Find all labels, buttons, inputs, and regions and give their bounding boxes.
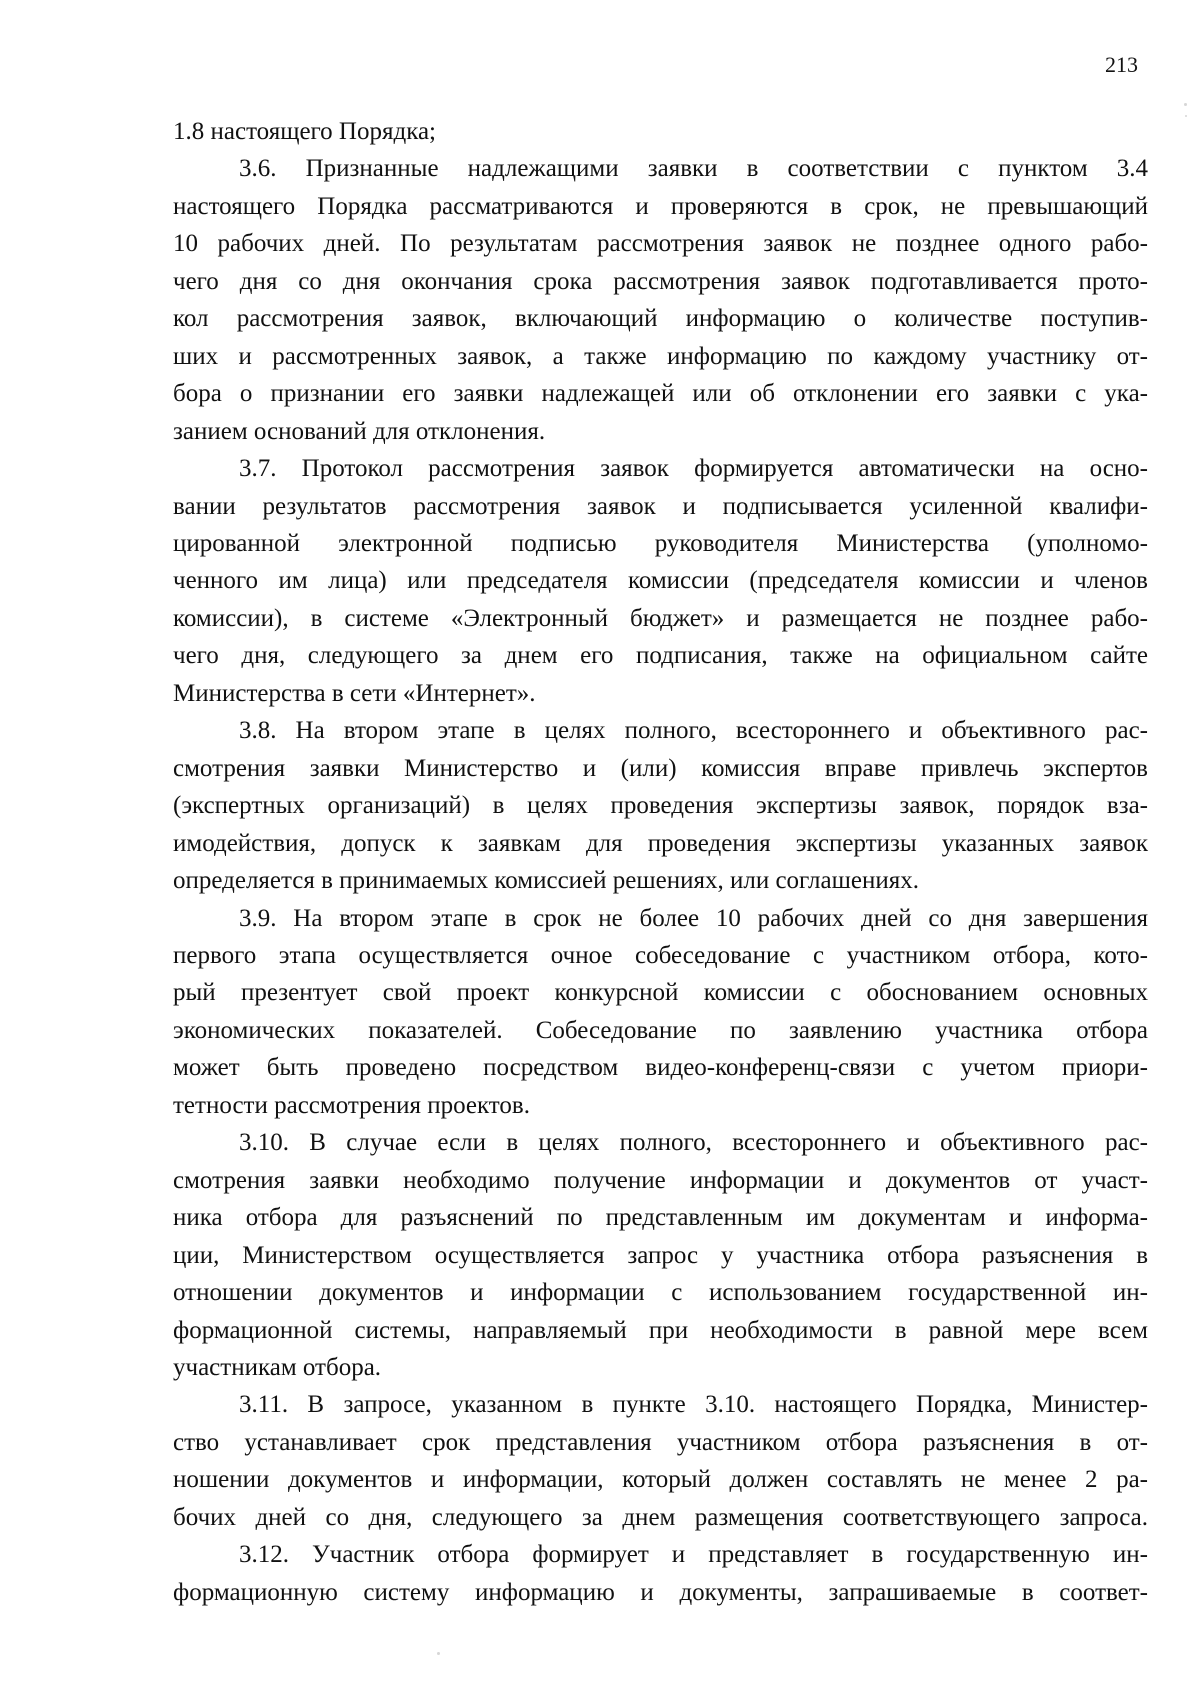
text-line: ции, Министерством осуществляется запрос у участника отбора разъяснения в (173, 1241, 1148, 1269)
text-line: отношении документов и информации с использованием государственной ин- (173, 1279, 1148, 1307)
text-line: 3.8. На втором этапе в целях полного, всестороннего и объективного рас- (239, 717, 1148, 745)
text-line: бочих дней со дня, следующего за днем размещения соответствующего запроса. (173, 1503, 1148, 1531)
text-line: цированной электронной подписью руководителя Министерства (уполномо- (173, 529, 1148, 557)
text-line: 3.6. Признанные надлежащими заявки в соответствии с пунктом 3.4 (239, 155, 1148, 183)
text-line: ших и рассмотренных заявок, а также информацию по каждому участнику от- (173, 342, 1148, 370)
text-line: 3.9. На втором этапе в срок не более 10 рабочих дней со дня завершения (239, 904, 1148, 932)
text-line: Министерства в сети «Интернет». (173, 679, 536, 707)
text-line: смотрения заявки Министерство и (или) комиссия вправе привлечь экспертов (173, 754, 1148, 782)
text-line: формационной системы, направляемый при необходимости в равной мере всем (173, 1316, 1148, 1344)
text-line: настоящего Порядка рассматриваются и проверяются в срок, не превышающий (173, 192, 1148, 220)
text-line: ство устанавливает срок представления участником отбора разъяснения в от- (173, 1428, 1148, 1456)
text-line: вании результатов рассмотрения заявок и подписывается усиленной квалифи- (173, 492, 1148, 520)
scan-speck (1185, 115, 1187, 117)
text-line: экономических показателей. Собеседование по заявлению участника отбора (173, 1016, 1148, 1044)
paragraph-3-10 (173, 1124, 1148, 1386)
scan-speck (437, 1652, 440, 1655)
text-line: 3.11. В запросе, указанном в пункте 3.10. настоящего Порядка, Министер- (239, 1391, 1148, 1419)
scan-speck (1184, 103, 1187, 106)
text-line: бора о признании его заявки надлежащей или об отклонении его заявки с ука- (173, 380, 1148, 408)
text-line: 3.10. В случае если в целях полного, всестороннего и объективного рас- (239, 1129, 1148, 1157)
text-line: рый презентует свой проект конкурсной комиссии с обоснованием основных (173, 979, 1148, 1007)
paragraph-3-7 (173, 450, 1148, 712)
text-line: первого этапа осуществляется очное собеседование с участником отбора, кото- (173, 941, 1148, 969)
text-line: смотрения заявки необходимо получение информации и документов от участ- (173, 1166, 1148, 1194)
text-line: 10 рабочих дней. По результатам рассмотрения заявок не позднее одного рабо- (173, 230, 1148, 258)
text-line: 1.8 настоящего Порядка; (173, 118, 437, 145)
page-number: 213 (1105, 52, 1138, 77)
text-line: имодействия, допуск к заявкам для проведения экспертизы указанных заявок (173, 829, 1148, 857)
text-line: чего дня со дня окончания срока рассмотрения заявок подготавливается прото- (173, 267, 1148, 295)
text-line: занием оснований для отклонения. (173, 417, 546, 445)
text-line: ченного им лица) или председателя комиссии (председателя комиссии и членов (173, 567, 1148, 595)
text-line: участникам отбора. (173, 1353, 382, 1381)
text-line: 3.12. Участник отбора формирует и представляет в государственную ин- (239, 1541, 1148, 1569)
document-body (173, 113, 1148, 1611)
paragraph-1-8-tail (173, 113, 1148, 150)
text-line: 3.7. Протокол рассмотрения заявок формируется автоматически на осно- (239, 455, 1148, 483)
paragraph-3-11 (173, 1386, 1148, 1536)
text-line: комиссии), в системе «Электронный бюджет» и размещается не позднее рабо- (173, 604, 1148, 632)
text-line: формационную систему информацию и документы, запрашиваемые в соответ- (173, 1578, 1148, 1606)
paragraph-3-6 (173, 150, 1148, 450)
text-line: тетности рассмотрения проектов. (173, 1091, 530, 1119)
text-line: может быть проведено посредством видео-конференц-связи с учетом приори- (173, 1054, 1148, 1082)
text-line: ника отбора для разъяснений по представленным им документам и информа- (173, 1204, 1148, 1232)
text-line: (экспертных организаций) в целях проведения экспертизы заявок, порядок вза- (173, 792, 1148, 820)
paragraph-3-12 (173, 1536, 1148, 1611)
paragraph-3-8 (173, 712, 1148, 899)
paragraph-3-9 (173, 900, 1148, 1125)
text-line: кол рассмотрения заявок, включающий информацию о количестве поступив- (173, 305, 1148, 333)
text-line: определяется в принимаемых комиссией решениях, или соглашениях. (173, 867, 919, 895)
text-line: чего дня, следующего за днем его подписания, также на официальном сайте (173, 642, 1148, 670)
text-line: ношении документов и информации, который должен составлять не менее 2 ра- (173, 1466, 1148, 1494)
